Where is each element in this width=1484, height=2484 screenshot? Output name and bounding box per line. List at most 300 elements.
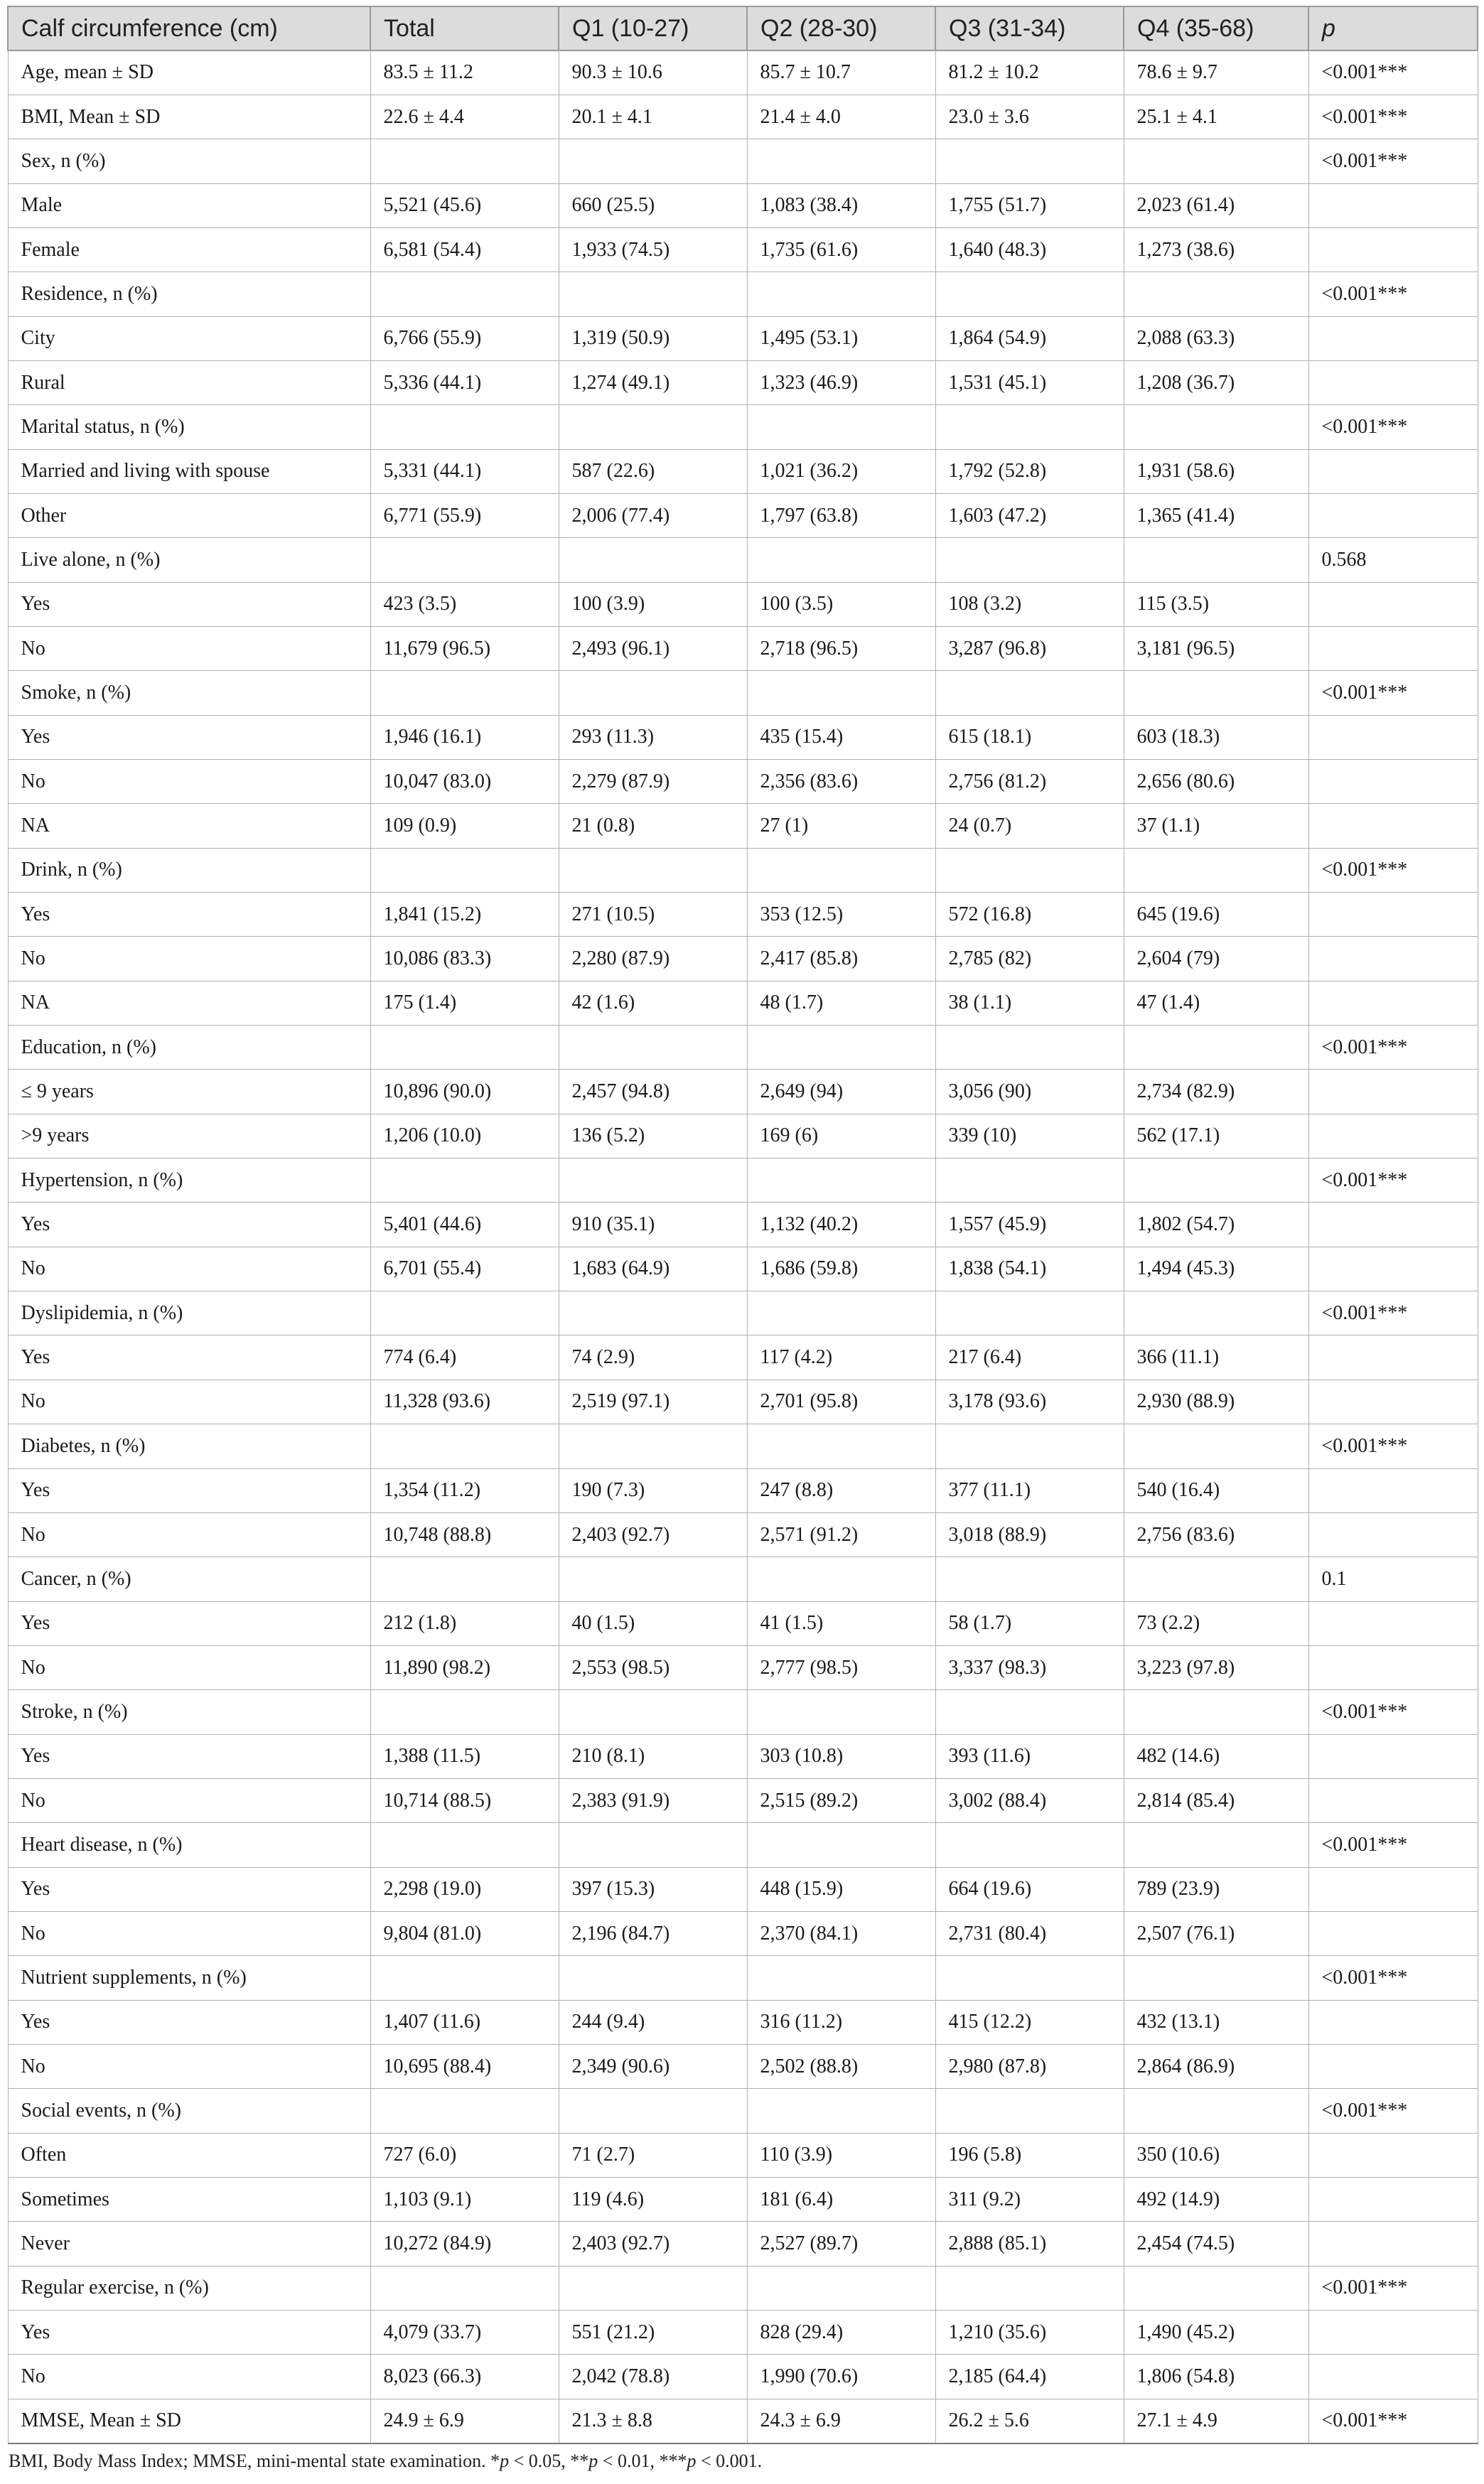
table-row (8, 2089, 1478, 2133)
value-cell: 85.7 ± 10.7 (747, 50, 935, 95)
value-cell: 212 (1.8) (370, 1601, 559, 1645)
row-label-cell: BMI, Mean ± SD (8, 95, 370, 139)
table-row (8, 804, 1478, 848)
value-cell: 1,806 (54.8) (1124, 2355, 1308, 2399)
value-cell (559, 1823, 747, 1867)
value-cell: 38 (1.1) (935, 981, 1124, 1025)
row-label-cell: City (8, 316, 370, 360)
value-cell: 90.3 ± 10.6 (559, 50, 747, 95)
value-cell: 5,401 (44.6) (370, 1203, 559, 1247)
value-cell: 11,679 (96.5) (370, 626, 559, 670)
value-cell: 1,864 (54.9) (935, 316, 1124, 360)
value-cell: 3,178 (93.6) (935, 1380, 1124, 1424)
value-cell (370, 1026, 559, 1070)
row-label-cell: Yes (8, 893, 370, 937)
value-cell: 377 (11.1) (935, 1468, 1124, 1512)
value-cell (747, 1026, 935, 1070)
value-cell (747, 538, 935, 582)
value-cell (935, 1956, 1124, 2000)
table-row (8, 538, 1478, 582)
row-label-cell: Rural (8, 360, 370, 404)
row-label-cell: Diabetes, n (%) (8, 1424, 370, 1468)
row-label-cell: ≤ 9 years (8, 1070, 370, 1114)
value-cell: 540 (16.4) (1124, 1468, 1308, 1512)
value-cell (559, 848, 747, 892)
table-row (8, 227, 1478, 271)
value-cell: 316 (11.2) (747, 2000, 935, 2044)
row-label-cell: Education, n (%) (8, 1026, 370, 1070)
value-cell (370, 2266, 559, 2310)
value-cell: 1,323 (46.9) (747, 360, 935, 404)
table-header (8, 6, 1478, 50)
value-cell (370, 671, 559, 715)
value-cell: 572 (16.8) (935, 893, 1124, 937)
row-label-cell: Married and living with spouse (8, 449, 370, 493)
row-label-cell: Yes (8, 1601, 370, 1645)
value-cell (559, 1690, 747, 1734)
table-row (8, 2311, 1478, 2355)
table-row (8, 1601, 1478, 1645)
value-cell: 3,181 (96.5) (1124, 626, 1308, 670)
value-cell: 339 (10) (935, 1114, 1124, 1158)
table-row (8, 1468, 1478, 1512)
header-cell: Total (370, 6, 559, 50)
p-value-cell: <0.001*** (1308, 95, 1478, 139)
value-cell: 1,021 (36.2) (747, 449, 935, 493)
value-cell: 210 (8.1) (559, 1734, 747, 1778)
value-cell: 2,454 (74.5) (1124, 2222, 1308, 2266)
value-cell: 244 (9.4) (559, 2000, 747, 2044)
value-cell: 26.2 ± 5.6 (935, 2399, 1124, 2443)
p-value-cell: <0.001*** (1308, 272, 1478, 316)
row-label-cell: Dyslipidemia, n (%) (8, 1291, 370, 1335)
value-cell: 2,349 (90.6) (559, 2044, 747, 2088)
row-label-cell: Sometimes (8, 2178, 370, 2222)
value-cell: 1,388 (11.5) (370, 1734, 559, 1778)
value-cell: 2,864 (86.9) (1124, 2044, 1308, 2088)
value-cell: 136 (5.2) (559, 1114, 747, 1158)
value-cell: 1,407 (11.6) (370, 2000, 559, 2044)
value-cell (1124, 848, 1308, 892)
value-cell: 24.9 ± 6.9 (370, 2399, 559, 2443)
value-cell (370, 1557, 559, 1601)
value-cell: 11,890 (98.2) (370, 1645, 559, 1689)
value-cell: 2,888 (85.1) (935, 2222, 1124, 2266)
value-cell: 9,804 (81.0) (370, 1911, 559, 1955)
row-label-cell: Female (8, 227, 370, 271)
value-cell (935, 139, 1124, 183)
row-label-cell: No (8, 626, 370, 670)
value-cell: 10,272 (84.9) (370, 2222, 559, 2266)
row-label-cell: Drink, n (%) (8, 848, 370, 892)
table-row (8, 626, 1478, 670)
table-row (8, 1911, 1478, 1955)
header-cell-p: p (1308, 6, 1478, 50)
value-cell (935, 1690, 1124, 1734)
value-cell: 2,814 (85.4) (1124, 1778, 1308, 1822)
value-cell: 217 (6.4) (935, 1335, 1124, 1380)
row-label-cell: Sex, n (%) (8, 139, 370, 183)
value-cell: 3,002 (88.4) (935, 1778, 1124, 1822)
value-cell: 293 (11.3) (559, 715, 747, 759)
value-cell: 27 (1) (747, 804, 935, 848)
table-row (8, 1424, 1478, 1468)
value-cell (1124, 1291, 1308, 1335)
value-cell (559, 671, 747, 715)
p-value-cell: 0.1 (1308, 1557, 1478, 1601)
value-cell: 58 (1.7) (935, 1601, 1124, 1645)
value-cell (1124, 1158, 1308, 1203)
value-cell: 100 (3.9) (559, 582, 747, 626)
value-cell: 10,748 (88.8) (370, 1512, 559, 1556)
value-cell: 10,086 (83.3) (370, 937, 559, 981)
value-cell (935, 538, 1124, 582)
value-cell: 492 (14.9) (1124, 2178, 1308, 2222)
table-footnote (9, 2451, 762, 2472)
value-cell: 37 (1.1) (1124, 804, 1308, 848)
footnote-abbreviations: BMI, Body Mass Index; MMSE, mini-mental state examination. (9, 2451, 491, 2471)
value-cell: 1,490 (45.2) (1124, 2311, 1308, 2355)
p-value-cell (1308, 1335, 1478, 1380)
value-cell (747, 848, 935, 892)
table-row (8, 760, 1478, 804)
value-cell: 2,777 (98.5) (747, 1645, 935, 1689)
value-cell (1124, 671, 1308, 715)
value-cell: 1,933 (74.5) (559, 227, 747, 271)
value-cell: 432 (13.1) (1124, 2000, 1308, 2044)
value-cell: 1,603 (47.2) (935, 493, 1124, 537)
value-cell (935, 1557, 1124, 1601)
p-value-cell (1308, 2355, 1478, 2399)
table-body (8, 50, 1478, 2443)
value-cell (747, 405, 935, 449)
value-cell (559, 1026, 747, 1070)
row-label-cell: No (8, 937, 370, 981)
value-cell: 482 (14.6) (1124, 1734, 1308, 1778)
value-cell: 2,356 (83.6) (747, 760, 935, 804)
p-value-cell (1308, 1247, 1478, 1291)
value-cell: 27.1 ± 4.9 (1124, 2399, 1308, 2443)
value-cell (1124, 2266, 1308, 2310)
row-label-cell: Yes (8, 1468, 370, 1512)
row-label-cell: Stroke, n (%) (8, 1690, 370, 1734)
row-label-cell: No (8, 1247, 370, 1291)
p-value-cell (1308, 715, 1478, 759)
row-label-cell: Age, mean ± SD (8, 50, 370, 95)
value-cell: 393 (11.6) (935, 1734, 1124, 1778)
value-cell: 2,507 (76.1) (1124, 1911, 1308, 1955)
footnote-p-symbol: p (500, 2451, 510, 2471)
p-value-cell (1308, 2044, 1478, 2088)
value-cell: 2,604 (79) (1124, 937, 1308, 981)
p-value-cell (1308, 2222, 1478, 2266)
p-value-cell: <0.001*** (1308, 139, 1478, 183)
value-cell: 1,841 (15.2) (370, 893, 559, 937)
value-cell (747, 272, 935, 316)
value-cell: 190 (7.3) (559, 1468, 747, 1512)
p-value-cell: <0.001*** (1308, 1424, 1478, 1468)
value-cell: 303 (10.8) (747, 1734, 935, 1778)
value-cell: 169 (6) (747, 1114, 935, 1158)
value-cell: 2,088 (63.3) (1124, 316, 1308, 360)
value-cell: 2,519 (97.1) (559, 1380, 747, 1424)
footnote-p001: < 0.001. (696, 2451, 763, 2471)
row-label-cell: NA (8, 981, 370, 1025)
value-cell: 2,785 (82) (935, 937, 1124, 981)
row-label-cell: No (8, 1380, 370, 1424)
value-cell (747, 1291, 935, 1335)
value-cell (370, 405, 559, 449)
row-label-cell: No (8, 1911, 370, 1955)
value-cell (370, 848, 559, 892)
p-value-cell (1308, 1512, 1478, 1556)
p-value-cell: <0.001*** (1308, 2266, 1478, 2310)
table-row (8, 1380, 1478, 1424)
p-value-cell (1308, 1070, 1478, 1114)
value-cell (559, 2089, 747, 2133)
p-value-cell (1308, 937, 1478, 981)
value-cell (747, 139, 935, 183)
value-cell: 1,274 (49.1) (559, 360, 747, 404)
p-value-cell (1308, 1778, 1478, 1822)
value-cell: 1,354 (11.2) (370, 1468, 559, 1512)
table-row (8, 1690, 1478, 1734)
value-cell: 21.3 ± 8.8 (559, 2399, 747, 2443)
row-label-cell: Live alone, n (%) (8, 538, 370, 582)
value-cell (935, 272, 1124, 316)
value-cell: 5,336 (44.1) (370, 360, 559, 404)
value-cell (1124, 405, 1308, 449)
value-cell: 1,792 (52.8) (935, 449, 1124, 493)
value-cell (370, 538, 559, 582)
value-cell: 11,328 (93.6) (370, 1380, 559, 1424)
value-cell: 353 (12.5) (747, 893, 935, 937)
p-value-cell (1308, 1601, 1478, 1645)
row-label-cell: MMSE, Mean ± SD (8, 2399, 370, 2443)
footnote-p01: < 0.01, *** (598, 2451, 687, 2471)
p-value-cell: <0.001*** (1308, 1823, 1478, 1867)
value-cell: 2,701 (95.8) (747, 1380, 935, 1424)
p-value-cell (1308, 1645, 1478, 1689)
value-cell (935, 1823, 1124, 1867)
value-cell (1124, 538, 1308, 582)
value-cell: 6,701 (55.4) (370, 1247, 559, 1291)
value-cell: 117 (4.2) (747, 1335, 935, 1380)
value-cell: 10,714 (88.5) (370, 1778, 559, 1822)
row-label-cell: No (8, 1512, 370, 1556)
table-row (8, 95, 1478, 139)
footnote-star: * (490, 2451, 500, 2471)
value-cell (370, 1424, 559, 1468)
footnote-p05: < 0.05, ** (509, 2451, 589, 2471)
value-cell (747, 1557, 935, 1601)
value-cell: 2,370 (84.1) (747, 1911, 935, 1955)
value-cell (559, 538, 747, 582)
header-cell: Q3 (31-34) (935, 6, 1124, 50)
value-cell (1124, 1823, 1308, 1867)
value-cell: 83.5 ± 11.2 (370, 50, 559, 95)
table-row (8, 316, 1478, 360)
header-cell: Q4 (35-68) (1124, 6, 1308, 50)
value-cell (559, 405, 747, 449)
value-cell: 1,735 (61.6) (747, 227, 935, 271)
table-row (8, 1335, 1478, 1380)
value-cell (559, 1424, 747, 1468)
value-cell: 1,365 (41.4) (1124, 493, 1308, 537)
row-label-cell: Yes (8, 1335, 370, 1380)
value-cell (747, 1424, 935, 1468)
row-label-cell: Male (8, 183, 370, 227)
row-label-cell: Heart disease, n (%) (8, 1823, 370, 1867)
value-cell: 910 (35.1) (559, 1203, 747, 1247)
row-label-cell: Never (8, 2222, 370, 2266)
value-cell (935, 405, 1124, 449)
row-label-cell: Yes (8, 1734, 370, 1778)
value-cell: 1,132 (40.2) (747, 1203, 935, 1247)
value-cell: 1,838 (54.1) (935, 1247, 1124, 1291)
p-value-cell: <0.001*** (1308, 1956, 1478, 2000)
value-cell: 2,756 (83.6) (1124, 1512, 1308, 1556)
row-label-cell: Yes (8, 715, 370, 759)
value-cell: 2,718 (96.5) (747, 626, 935, 670)
value-cell: 21.4 ± 4.0 (747, 95, 935, 139)
value-cell: 1,640 (48.3) (935, 227, 1124, 271)
value-cell (747, 671, 935, 715)
value-cell (1124, 2089, 1308, 2133)
p-value-cell (1308, 893, 1478, 937)
table-row (8, 1026, 1478, 1070)
value-cell: 350 (10.6) (1124, 2133, 1308, 2177)
value-cell: 397 (15.3) (559, 1867, 747, 1911)
value-cell (559, 1291, 747, 1335)
value-cell: 1,103 (9.1) (370, 2178, 559, 2222)
value-cell (935, 1291, 1124, 1335)
p-value-cell (1308, 1468, 1478, 1512)
value-cell: 181 (6.4) (747, 2178, 935, 2222)
value-cell: 10,047 (83.0) (370, 760, 559, 804)
p-value-cell (1308, 2000, 1478, 2044)
value-cell (370, 1823, 559, 1867)
value-cell: 1,208 (36.7) (1124, 360, 1308, 404)
value-cell: 1,083 (38.4) (747, 183, 935, 227)
row-label-cell: Nutrient supplements, n (%) (8, 1956, 370, 2000)
row-label-cell: Smoke, n (%) (8, 671, 370, 715)
value-cell: 2,731 (80.4) (935, 1911, 1124, 1955)
value-cell: 74 (2.9) (559, 1335, 747, 1380)
value-cell: 10,896 (90.0) (370, 1070, 559, 1114)
value-cell (559, 272, 747, 316)
table-row (8, 1512, 1478, 1556)
value-cell: 10,695 (88.4) (370, 2044, 559, 2088)
value-cell: 3,287 (96.8) (935, 626, 1124, 670)
value-cell: 3,056 (90) (935, 1070, 1124, 1114)
row-label-cell: Often (8, 2133, 370, 2177)
value-cell: 100 (3.5) (747, 582, 935, 626)
value-cell: 119 (4.6) (559, 2178, 747, 2222)
value-cell: 247 (8.8) (747, 1468, 935, 1512)
table-row (8, 715, 1478, 759)
p-value-cell (1308, 493, 1478, 537)
table-row (8, 1867, 1478, 1911)
table-row (8, 1158, 1478, 1203)
value-cell: 24 (0.7) (935, 804, 1124, 848)
table-row (8, 671, 1478, 715)
value-cell: 2,196 (84.7) (559, 1911, 747, 1955)
p-value-cell (1308, 2311, 1478, 2355)
p-value-cell: 0.568 (1308, 538, 1478, 582)
value-cell (935, 671, 1124, 715)
value-cell (370, 2089, 559, 2133)
p-value-cell: <0.001*** (1308, 848, 1478, 892)
value-cell: 1,273 (38.6) (1124, 227, 1308, 271)
value-cell: 42 (1.6) (559, 981, 747, 1025)
value-cell: 2,417 (85.8) (747, 937, 935, 981)
value-cell: 2,553 (98.5) (559, 1645, 747, 1689)
value-cell: 1,531 (45.1) (935, 360, 1124, 404)
value-cell (1124, 1026, 1308, 1070)
p-value-cell (1308, 1380, 1478, 1424)
value-cell: 311 (9.2) (935, 2178, 1124, 2222)
value-cell: 3,337 (98.3) (935, 1645, 1124, 1689)
value-cell: 3,018 (88.9) (935, 1512, 1124, 1556)
value-cell: 20.1 ± 4.1 (559, 95, 747, 139)
value-cell: 448 (15.9) (747, 1867, 935, 1911)
value-cell: 1,206 (10.0) (370, 1114, 559, 1158)
table-row (8, 2222, 1478, 2266)
value-cell: 40 (1.5) (559, 1601, 747, 1645)
table-row (8, 2000, 1478, 2044)
p-value-cell (1308, 1734, 1478, 1778)
table-row (8, 2044, 1478, 2088)
value-cell: 5,331 (44.1) (370, 449, 559, 493)
value-cell: 2,023 (61.4) (1124, 183, 1308, 227)
table-row (8, 1203, 1478, 1247)
value-cell: 2,185 (64.4) (935, 2355, 1124, 2399)
value-cell: 71 (2.7) (559, 2133, 747, 2177)
table-row (8, 2178, 1478, 2222)
table-row (8, 1247, 1478, 1291)
value-cell: 2,649 (94) (747, 1070, 935, 1114)
value-cell (1124, 1424, 1308, 1468)
row-label-cell: Yes (8, 1867, 370, 1911)
value-cell: 2,279 (87.9) (559, 760, 747, 804)
value-cell: 6,581 (54.4) (370, 227, 559, 271)
row-label-cell: Other (8, 493, 370, 537)
value-cell (1124, 1956, 1308, 2000)
table-row (8, 1291, 1478, 1335)
table-row (8, 1645, 1478, 1689)
value-cell: 415 (12.2) (935, 2000, 1124, 2044)
value-cell: 6,766 (55.9) (370, 316, 559, 360)
value-cell: 2,493 (96.1) (559, 626, 747, 670)
row-label-cell: No (8, 2044, 370, 2088)
value-cell (370, 272, 559, 316)
p-value-cell: <0.001*** (1308, 1158, 1478, 1203)
table-row (8, 2266, 1478, 2310)
value-cell (559, 1557, 747, 1601)
value-cell: 25.1 ± 4.1 (1124, 95, 1308, 139)
value-cell: 108 (3.2) (935, 582, 1124, 626)
row-label-cell: Regular exercise, n (%) (8, 2266, 370, 2310)
value-cell: 1,494 (45.3) (1124, 1247, 1308, 1291)
p-value-cell (1308, 449, 1478, 493)
value-cell (1124, 272, 1308, 316)
row-label-cell: Yes (8, 582, 370, 626)
row-label-cell: Yes (8, 2311, 370, 2355)
value-cell (935, 1424, 1124, 1468)
p-value-cell (1308, 1114, 1478, 1158)
value-cell: 8,023 (66.3) (370, 2355, 559, 2399)
